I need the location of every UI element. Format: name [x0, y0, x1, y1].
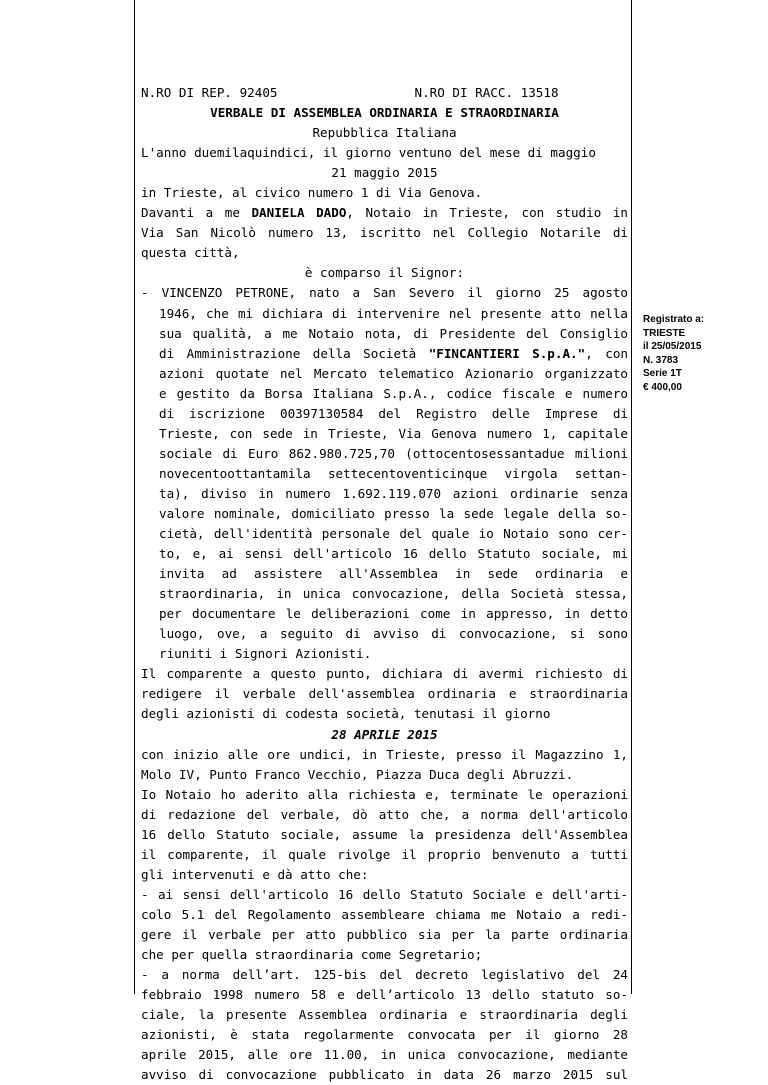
- left-margin-rule: [134, 0, 135, 994]
- text-line: sociale di Euro 862.980.725,70 (ottocentosessantadue milioni: [159, 445, 628, 461]
- deed-body: [141, 83, 628, 1085]
- text-line: che per quella straordinaria come Segretario;: [141, 947, 483, 963]
- text-line: di iscrizione 00397130584 del Registro delle Imprese di: [159, 405, 628, 421]
- text-line: in Trieste, al civico numero 1 di Via Genova.: [141, 185, 483, 201]
- text-line: ta), diviso in numero 1.692.119.070 azioni ordinarie senza: [159, 485, 628, 501]
- text-line: valore nominale, domiciliato presso la sede legale della so-: [159, 505, 628, 521]
- text-line: novecentoottantamila settecentoventicinque virgola settan-: [159, 465, 628, 481]
- text-line: e gestito da Borsa Italiana S.p.A., codice fiscale e numero: [159, 385, 628, 401]
- registration-amount: € 400,00: [643, 381, 682, 393]
- text-line: degli azionisti di codesta società, tenutasi il giorno: [141, 706, 551, 722]
- text-line: febbraio 1998 numero 58 e dell’articolo 13 dello statuto so-: [141, 987, 628, 1003]
- appearance-heading: è comparso il Signor:: [304, 265, 465, 281]
- notary-name: DANIELA DADO: [251, 205, 347, 221]
- text-line: Il comparente a questo punto, dichiara di avermi richiesto di: [141, 666, 628, 682]
- text-line: il comparente, il quale rivolge il proprio benvenuto a tutti: [141, 846, 628, 862]
- collection-number: N.RO DI RACC. 13518: [414, 85, 559, 100]
- text-line: invita ad assistere all'Assemblea in sede ordinaria e: [159, 566, 628, 582]
- text-line: Molo IV, Punto Franco Vecchio, Piazza Duca degli Abruzzi.: [141, 766, 574, 782]
- text-line: avviso di convocazione pubblicato in data 26 marzo 2015 sul: [141, 1067, 628, 1083]
- text-line: redigere il verbale dell'assemblea ordinaria e straordinaria: [141, 686, 628, 702]
- registration-label: Registrato a:: [643, 314, 705, 325]
- header-numbers-line: [141, 83, 628, 103]
- registration-number: N. 3783: [643, 354, 679, 366]
- text-line: luogo, ove, a seguito di avviso di convocazione, si sono: [159, 626, 628, 642]
- text-line: aprile 2015, alle ore 11.00, in unica convocazione, mediante: [141, 1047, 628, 1063]
- text-line: Via San Nicolò numero 13, iscritto nel Collegio Notarile di: [141, 225, 628, 241]
- text-line: L'anno duemilaquindici, il giorno ventuno del mese di maggio: [141, 145, 596, 161]
- text-line: questa città,: [141, 245, 240, 261]
- company-name: "FINCANTIERI S.p.A.": [428, 345, 586, 361]
- document-title: VERBALE DI ASSEMBLEA ORDINARIA E STRAORDINARIA: [210, 105, 559, 121]
- text-line: riuniti i Signori Azionisti.: [159, 646, 372, 662]
- registration-place: TRIESTE: [643, 327, 686, 339]
- text-line: per documentare le deliberazioni come in appresso, in detto: [159, 606, 628, 622]
- registration-series: Serie 1T: [643, 368, 682, 380]
- text-line: 1946, che mi dichiara di intervenire nel presente atto nella: [159, 305, 628, 321]
- registration-date: il 25/05/2015: [643, 341, 702, 353]
- text-line: colo 5.1 del Regolamento assembleare chiama me Notaio a redi-: [141, 906, 628, 922]
- text-line: - ai sensi dell'articolo 16 dello Statuto Sociale e dell'arti-: [141, 886, 628, 902]
- text-line: gere il verbale per atto pubblico sia per la parte ordinaria: [141, 926, 628, 942]
- notary-line: Davanti a me DANIELA DADO, Notaio in Trieste, con studio in: [141, 205, 628, 221]
- text-line: con inizio alle ore undici, in Trieste, presso il Magazzino 1,: [141, 746, 628, 762]
- text-line: azioni quotate nel Mercato telematico Azionario organizzato: [159, 365, 628, 381]
- text-line: sua qualità, a me Notaio nota, di Presidente del Consiglio: [159, 325, 628, 341]
- meeting-date: 28 APRILE 2015: [331, 726, 438, 742]
- text-line: Io Notaio ho aderito alla richiesta e, terminate le operazioni: [141, 786, 628, 802]
- text-line: ciale, la presente Assemblea ordinaria e straordinaria degli: [141, 1007, 628, 1023]
- text-line: Trieste, con sede in Trieste, Via Genova numero 1, capitale: [159, 425, 628, 441]
- republic-heading: Repubblica Italiana: [312, 125, 457, 141]
- text-line: di redazione del verbale, dò atto che, a norma dell'articolo: [141, 806, 628, 822]
- text-line: straordinaria, in unica convocazione, della Società stessa,: [159, 586, 628, 602]
- text-line: - VINCENZO PETRONE, nato a San Severo il giorno 25 agosto: [141, 285, 628, 301]
- text-line: 16 dello Statuto sociale, assume la presidenza dell'Assemblea: [141, 826, 628, 842]
- registration-stamp: [643, 313, 763, 395]
- company-line: di Amministrazione della Società "FINCANTIERI S.p.A.", con: [159, 345, 628, 361]
- text-line: to, e, ai sensi dell'articolo 16 dello Statuto sociale, mi: [159, 546, 628, 562]
- text-line: azionisti, è stata regolarmente convocata per il giorno 28: [141, 1027, 628, 1043]
- deed-date: 21 maggio 2015: [331, 165, 438, 181]
- text-line: gli intervenuti e dà atto che:: [141, 866, 369, 882]
- text-line: cietà, dell'identità personale del quale io Notaio sono cer-: [159, 526, 628, 542]
- right-margin-rule: [631, 0, 632, 994]
- text-line: - a norma dell’art. 125-bis del decreto legislativo del 24: [141, 967, 628, 983]
- repertory-number: N.RO DI REP. 92405: [141, 85, 278, 100]
